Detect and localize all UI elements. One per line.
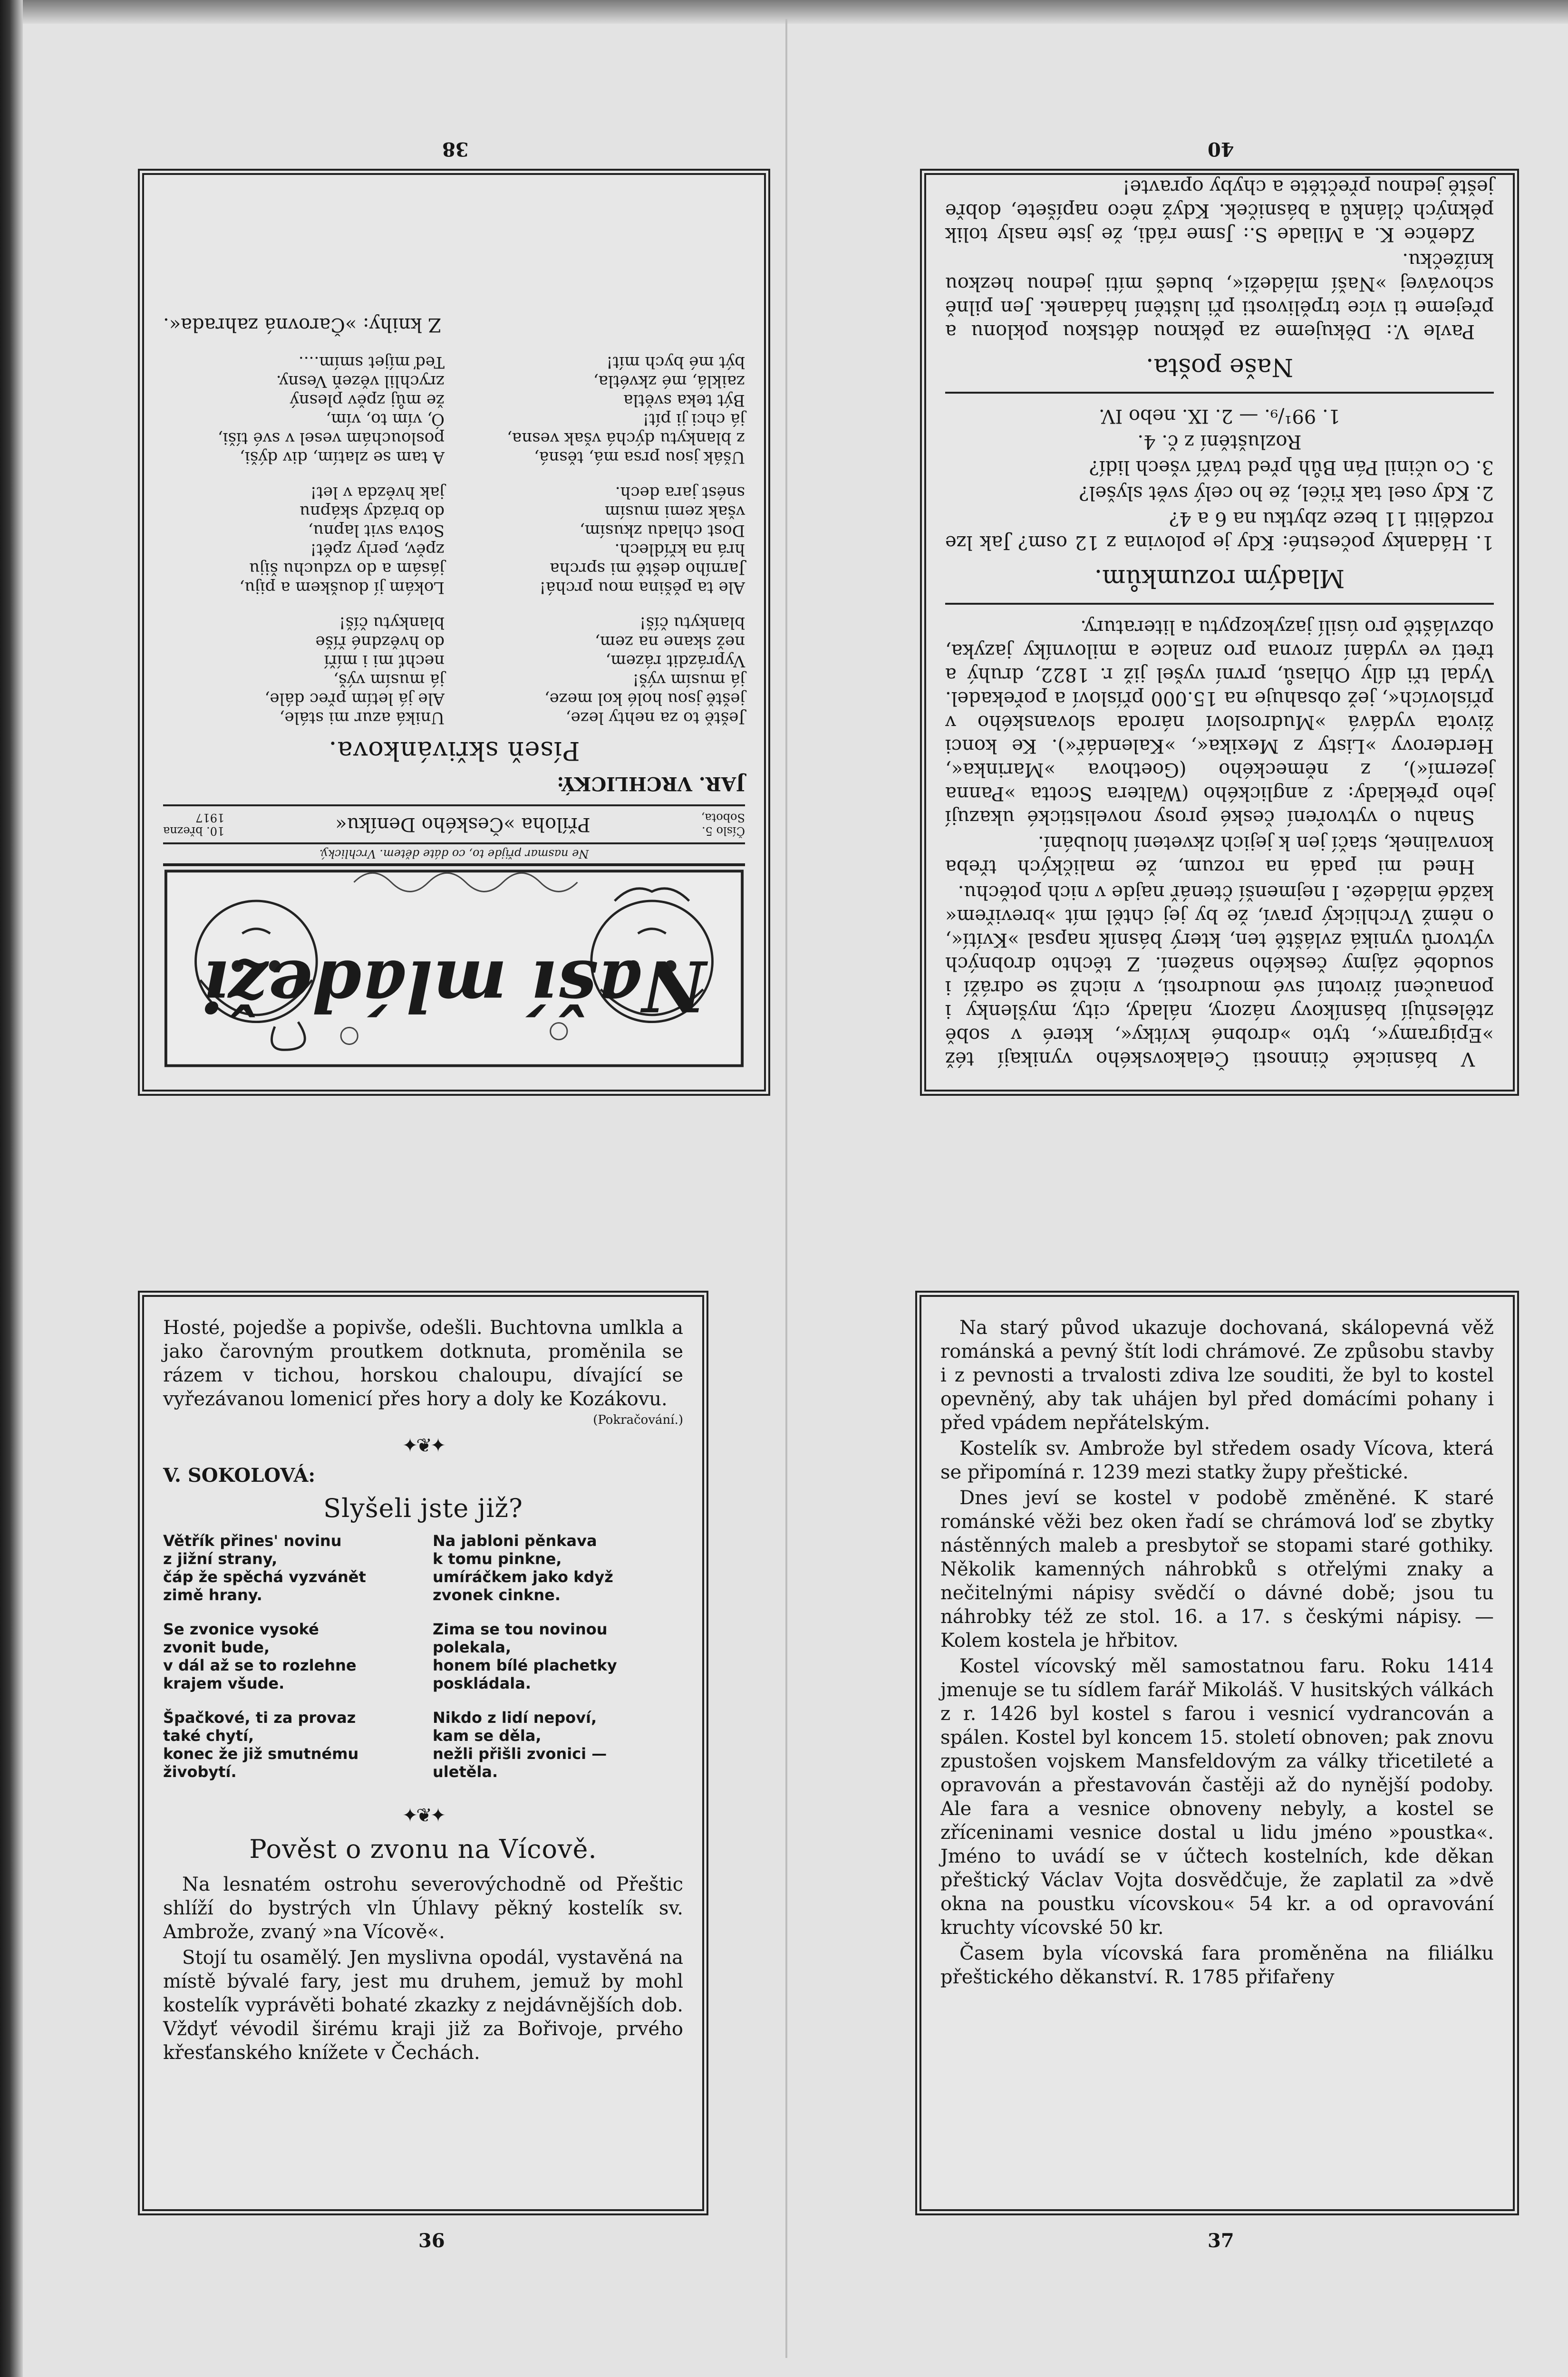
poem-column-left (163, 1532, 414, 1797)
article-paragraph: Časem byla vícovská fara proměněna na filiálku přeštického děkanství. R. 1785 přifařeny (940, 1942, 1494, 1988)
answers: 1. 99¹/₉. — 2. IX. nebo IV. (1098, 405, 1341, 427)
article-paragraph: Na starý původ ukazuje dochovaná, skálopevná věž románská a pevný štít lodi chrámové. Ze způsobu stavby i z pevnosti a trvalosti zdiva lze souditi, že byl to kostel opevněný, aby tak uhájen byl před domácími pohany i před vpádem nepřátelským. (940, 1317, 1494, 1434)
issue-info (701, 811, 745, 838)
scan-top-edge (0, 0, 1568, 24)
legend-paragraph: Na lesnatém ostrohu severovýchodně od Přeštic shlíží do bystrých vln Úhlavy pěkný kostelík sv. Ambrože, zvaný »na Vícově«. (163, 1874, 683, 1943)
issue-date-day: 10. března (163, 824, 225, 838)
issue-number: Číslo 5. (701, 824, 745, 838)
page-40 (920, 169, 1519, 1096)
poem-body (163, 1532, 683, 1797)
masthead-note: Ne nasmar přijde to, co dáte dětem. Vrchlický. (319, 847, 589, 860)
poem-column-left (464, 337, 745, 727)
stanza: Se zvonice vysoké zvonit bude, v dál až se to rozlehne krajem všude. (163, 1620, 357, 1692)
divider (945, 603, 1494, 605)
stanza: Uniká azur mi stále, Ale já letím přec dále, já musím výš, nechť mi i míří do hvězdné říše blankytu číš! (264, 613, 445, 727)
poem-author: V. SOKOLOVÁ: (163, 1464, 316, 1487)
stanza: A tam se zlatím, div dýši, poslouchám vesel v své tíši, Ó, vím to, vím, že můj zpěv plesný zrychlil vězeň Vesny. Teď míjet smím.... (217, 353, 445, 467)
riddle: 2. Kdy osel tak řičel, že ho celý svět slyšel? (1079, 482, 1494, 504)
intro-paragraph: Hned mi padá na rozum, že maličkých třeba konvalinek, stačí jen k jejich zkvetení hloubání. (945, 832, 1494, 878)
poem-column-right (163, 337, 445, 727)
issue-bar (163, 804, 745, 844)
article-paragraph: Kostel vícovský měl samostatnou faru. Roku 1414 jmenuje se tu sídlem farář Mikoláš. V husitských válkách z r. 1426 byl kostel s farou i vesnicí vydrancován a spálen. Kostel byl koncem 15. století obnoven; pak znovu zpustošen vojskem Mansfeldovým za války třicetileté a opravován a přestavován častěji až do nynější podoby. Ale fara a vesnice obnoveny nebyly, a kostel se zříceninami vesnice dostal u lidu jméno »poustka«. Jméno to uvádí se v účtech kostelních, kde děkan přeštický Václav Vojta dosvědčuje, že zaplatil za »dvě okna na poustku vícovskou« 54 kr. a od opravování kruchty vícovské 50 kr. (940, 1655, 1494, 1939)
masthead-title: Naší mládeži (202, 945, 707, 1027)
ornament: ✦❦✦ (402, 1805, 445, 1826)
page-36 (138, 1291, 708, 2215)
stanza: Ještě to za nehty leze, ještě jsou holé kol meze, já musím výš! Vyprázdit rázem, než skane na zem, blankytu číš! (544, 613, 745, 727)
page-37 (915, 1291, 1519, 2215)
intro-paragraph: Snahu o vytvoření české prosy novelistické ukazují jeho překlady: z anglického (Waltera Scotta »Panna jezerní«), z německého (Goethova »Marinka«, Herderovy »Listy z Mexika«, »Kalendář«). Ke konci života vydává »Mudrosloví národa slovanského v příslovích«, jež obsahuje na 15.000 přísloví a pořekadel. Vydal tři díly Ohlasů, první vyšel již r. 1822, druhý a třetí ve vydání zrovna pro znalce a milovníky jazyka, obzvláště pro úsilí jazykozpytu a literatury. (945, 616, 1494, 828)
intro-paragraph: V básnické činnosti Čelakovského vynikají též »Epigramy«, tyto »drobné kvítky«, které v sobě ztělesňují básníkovy názory, nálady, city, myšlenky i ponaučení životní své moudrosti, v nichž se odráží i soudobé zájmy českého snažení. Z těchto drobných výtvorů vyniká zvláště ten, který básník napsal »Kvítí«, o němž Vrchlický praví, že by jej chtěl mít »breviřem« každé mládeže. I nejmenší čtenář najde v nich potěchu. (945, 881, 1494, 1070)
riddle: 1. Hádanky počestné: Kdy je polovina z 12 osm? Jak lze rozděliti 11 beze zbytku na 6 a 4? (945, 508, 1494, 553)
stanza: Větřík přines' novinu z jižní strany, čáp že spěchá vyzvánět zimě hrany. (163, 1532, 366, 1604)
stanza: Lokám jí douškem a piju, jásám a do vzduchu šiju zpěv, perly zpět! Sotva svit lapnu, do brázdy skápnu jak hvězda v let! (239, 483, 445, 597)
mail-item: Zdeňce K. a Milade S.: Jsme rádi, že jste nasly tolik pěkných článků a básniček. Když něco napíšete, dobře ještě jednou přečtěte a chyby opravte! (945, 176, 1494, 245)
issue-day: Sobota, (701, 811, 745, 824)
fold-line (785, 19, 787, 2358)
article-paragraph: Dnes jeví se kostel v podobě změněné. K staré románské věži bez oken řadí se chrámová loď se zbytky nástěnných maleb a presbytoř se stopami staré gothiky. Několik kamenných náhrobků s otřelými znaky a nečitelnými nápisy svědčí o dávné době; jsou tu náhrobky též ze stol. 16. a 17. s českými nápisy. — Kolem kostela je hřbitov. (940, 1487, 1494, 1652)
poem-source: Z knihy: »Čarovná zahrada«. (163, 314, 442, 336)
page-number-38: 38 (442, 138, 469, 160)
article-paragraph: Kostelík sv. Ambrože byl středem osady Vícova, která se připomíná r. 1239 mezi statky župy přeštické. (940, 1438, 1494, 1483)
mail-item: Pavle V.: Děkujeme za pěknou dětskou poklonu a přejeme ti více trpělivosti při luštění hádanek. Jen pilně schovávej »Naší mládeži«, budeš míti jednou hezkou knížečku. (945, 249, 1494, 342)
masthead-illustration (163, 866, 745, 1071)
divider (945, 392, 1494, 394)
ornament: ✦❦✦ (402, 1435, 445, 1457)
stanza: Na jabloni pěnkava k tomu pinkne, umíráčkem jako když zvonek cinkne. (433, 1532, 613, 1604)
page-38 (138, 169, 770, 1096)
stanza: Ušák jsou prsa má, těsná, z blankytu dýchá však vesna, já chci ji pít! Být teka světla zaiklá, mé zkvétla, být mé bych mít! (507, 353, 745, 467)
poem-body (163, 337, 745, 727)
poem-author: JAR. VRCHLICKÝ: (557, 773, 745, 795)
supplement-title: Příloha »Českého Deníku« (335, 813, 590, 835)
masthead (163, 863, 745, 1071)
poem-title: Píseň skřivánkova. (328, 736, 580, 766)
issue-date-year: 1917 (195, 811, 225, 824)
page-number-40: 40 (1208, 138, 1234, 160)
story-ending: Hosté, pojedše a popivše, odešli. Buchtovna umlkla a jako čarovným proutkem dotknuta, proměnila se rázem v tichou, horskou chaloupu, dívající se vyřezávanou lomenicí přes hory a doly ke Kozákovu. (163, 1317, 683, 1410)
legend-title: Pověst o zvonu na Vícově. (249, 1834, 597, 1864)
stanza: Zima se tou novinou polekala, honem bílé plachetky poskládala. (433, 1620, 617, 1692)
section-title-riddles: Mladým rozumkům. (1094, 564, 1345, 592)
stanza: Ale ta pěšina mou prchá! Jarního deště mi sprcha hrá na křídlech. Dost chladu zkusím, však zemi musím snést jara dech. (539, 483, 745, 597)
riddle: 3. Co učinil Pán Bůh před tváří všech lidí? (1089, 456, 1494, 478)
stanza: Špačkové, ti za provaz také chytí, konec že již smutnému živobytí. (163, 1709, 359, 1781)
issue-date (163, 811, 224, 838)
page-number-36: 36 (418, 2230, 445, 2252)
answers-title: Rozluštění z č. 4. (1137, 431, 1302, 453)
poem-column-right (433, 1532, 683, 1797)
page-number-37: 37 (1208, 2230, 1234, 2252)
legend-paragraph: Stojí tu osamělý. Jen myslivna opodál, vystavěná na místě bývalé fary, jest mu druhem, jemuž by mohl kostelík vyprávěti bohaté zkazky z nejdávnějších dob. Vždyť vévodil širému kraji již za Bořivoje, prvého křesťanského knížete v Čechách. (163, 1947, 683, 2064)
poem-title: Slyšeli jste již? (323, 1493, 523, 1523)
continuation-note: (Pokračování.) (593, 1413, 683, 1427)
stanza: Nikdo z lidí nepoví, kam se děla, nežli přišli zvonici — uletěla. (433, 1709, 607, 1781)
section-title-mail: Naše pošta. (1145, 353, 1294, 381)
scan-left-edge (0, 0, 23, 2377)
